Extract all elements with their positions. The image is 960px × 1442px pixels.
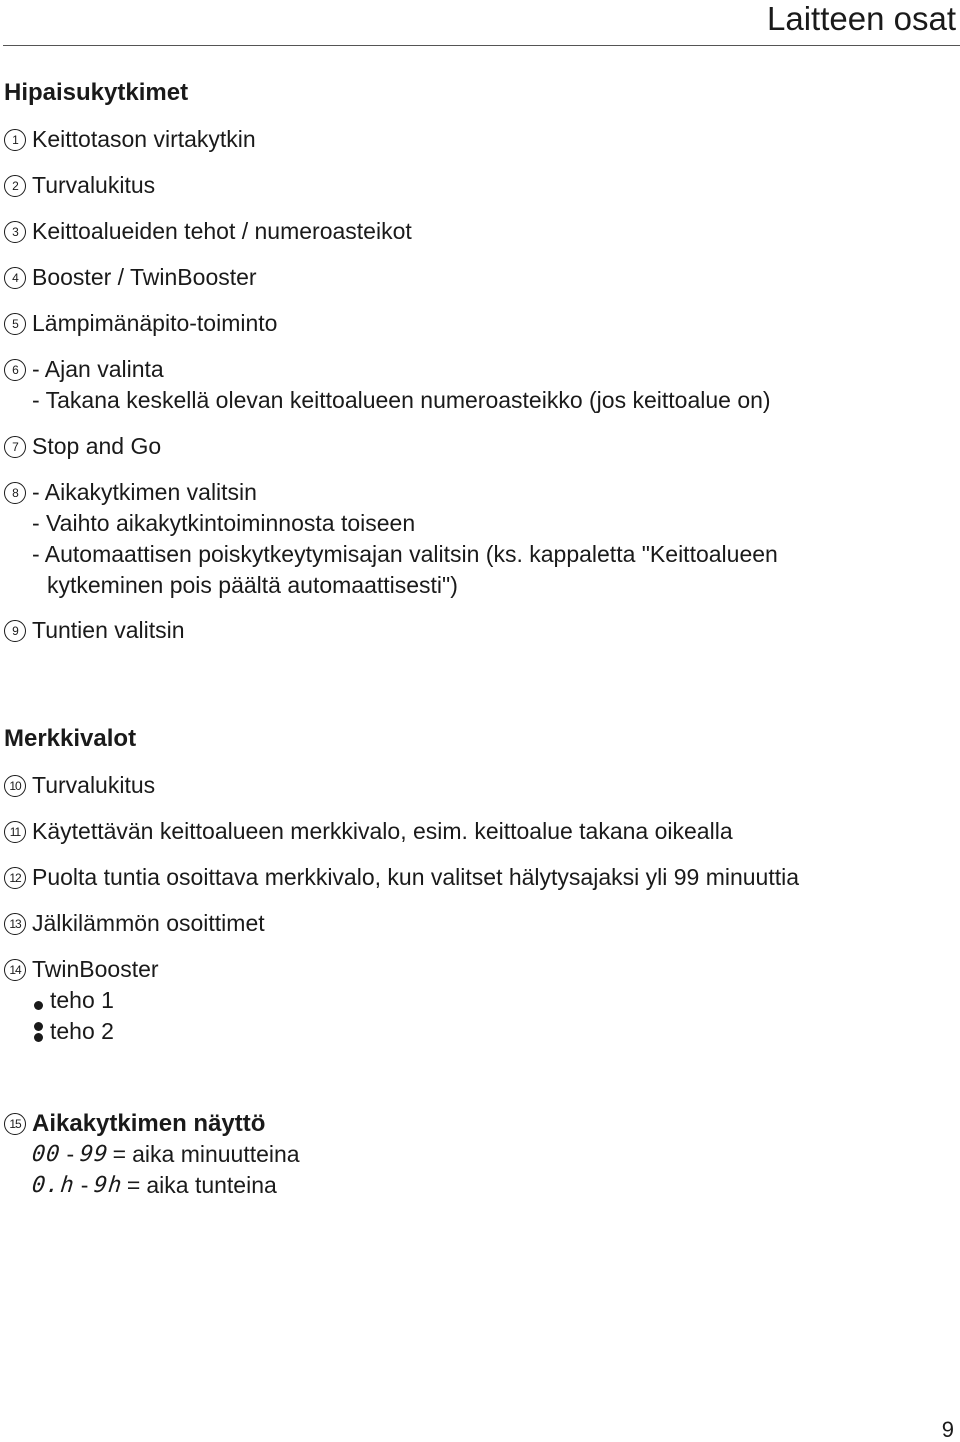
page-title: Laitteen osat: [767, 0, 956, 37]
twinbooster-level-2: [30, 1016, 114, 1047]
item-number-badge: 8: [4, 482, 26, 504]
item-number-badge: 15: [4, 1113, 26, 1135]
list-item: [4, 770, 954, 801]
item-text: Jälkilämmön osoittimet: [32, 910, 265, 936]
item-text: - Takana keskellä olevan keittoalueen numeroasteikko (jos keittoalue on): [32, 387, 771, 413]
item-number-badge: 12: [4, 867, 26, 889]
page-header: [0, 0, 960, 48]
item-text: Käytettävän keittoalueen merkkivalo, esim. keittoalue takana oikealla: [32, 818, 733, 844]
list-item: [4, 477, 954, 601]
level-label: teho 1: [50, 987, 114, 1013]
list-item: [4, 862, 954, 893]
list-item: [4, 615, 954, 646]
item-number-badge: 3: [4, 221, 26, 243]
section-heading-touch-controls: Hipaisukytkimet: [4, 79, 189, 106]
item-text: Puolta tuntia osoittava merkkivalo, kun valitset hälytysajaksi yli 99 minuuttia: [32, 864, 800, 890]
display-from-value: 00: [30, 1142, 62, 1167]
item-text: Turvalukitus: [32, 772, 156, 798]
item-number-badge: 1: [4, 129, 26, 151]
item-text: Stop and Go: [32, 433, 162, 459]
item-text: - Automaattisen poiskytkeytymisajan valitsin (ks. kappaletta "Keittoalueen: [32, 541, 778, 567]
display-meaning: aika minuutteina: [132, 1141, 300, 1167]
item-text: TwinBooster: [32, 956, 159, 982]
level-label: teho 2: [50, 1018, 114, 1044]
page-number: 9: [941, 1417, 954, 1442]
item-text: Booster / TwinBooster: [32, 264, 257, 290]
item-text: Lämpimänäpito-toiminto: [32, 310, 278, 336]
display-to-value: 9h: [93, 1173, 125, 1198]
item-text: kytkeminen pois päältä automaattisesti"): [47, 572, 458, 598]
list-item: [4, 354, 954, 416]
item-number-badge: 4: [4, 267, 26, 289]
list-item: [4, 954, 954, 985]
list-item: [4, 431, 954, 462]
header-divider: [3, 45, 960, 46]
item-text: - Aikakytkimen valitsin: [32, 479, 257, 505]
display-separator: -: [66, 1141, 75, 1167]
list-item: [4, 216, 954, 247]
list-item: [4, 308, 954, 339]
item-number-badge: 2: [4, 175, 26, 197]
item-text: Aikakytkimen näyttö: [32, 1110, 266, 1137]
item-number-badge: 10: [4, 775, 26, 797]
item-number-badge: 13: [4, 913, 26, 935]
list-item: [4, 170, 954, 201]
item-number-badge: 14: [4, 959, 26, 981]
list-item: [4, 908, 954, 939]
item-text: Turvalukitus: [32, 172, 156, 198]
item-number-badge: 6: [4, 359, 26, 381]
item-text: Keittotason virtakytkin: [32, 126, 256, 152]
item-number-badge: 5: [4, 313, 26, 335]
section-heading-indicators: Merkkivalot: [4, 725, 137, 752]
display-separator: -: [80, 1172, 89, 1198]
list-item: [4, 816, 954, 847]
item-text: Tuntien valitsin: [32, 617, 185, 643]
display-equals: =: [112, 1141, 127, 1167]
list-item: [4, 124, 954, 155]
item-text: - Vaihto aikakytkintoiminnosta toiseen: [32, 510, 416, 536]
list-item: [4, 262, 954, 293]
timer-display-heading: [4, 1108, 954, 1139]
item-number-badge: 11: [4, 821, 26, 843]
item-number-badge: 7: [4, 436, 26, 458]
display-row-hours: [32, 1170, 277, 1201]
twinbooster-level-1: [30, 985, 114, 1016]
single-dot-icon: [30, 991, 46, 1011]
display-from-value: 0.h: [30, 1173, 77, 1198]
display-meaning: aika tunteina: [146, 1172, 277, 1198]
item-text: Keittoalueiden tehot / numeroasteikot: [32, 218, 412, 244]
item-text: - Ajan valinta: [32, 356, 164, 382]
display-to-value: 99: [78, 1142, 110, 1167]
display-row-minutes: [32, 1139, 300, 1170]
double-dot-icon: [30, 1021, 46, 1043]
display-equals: =: [126, 1172, 141, 1198]
item-number-badge: 9: [4, 620, 26, 642]
